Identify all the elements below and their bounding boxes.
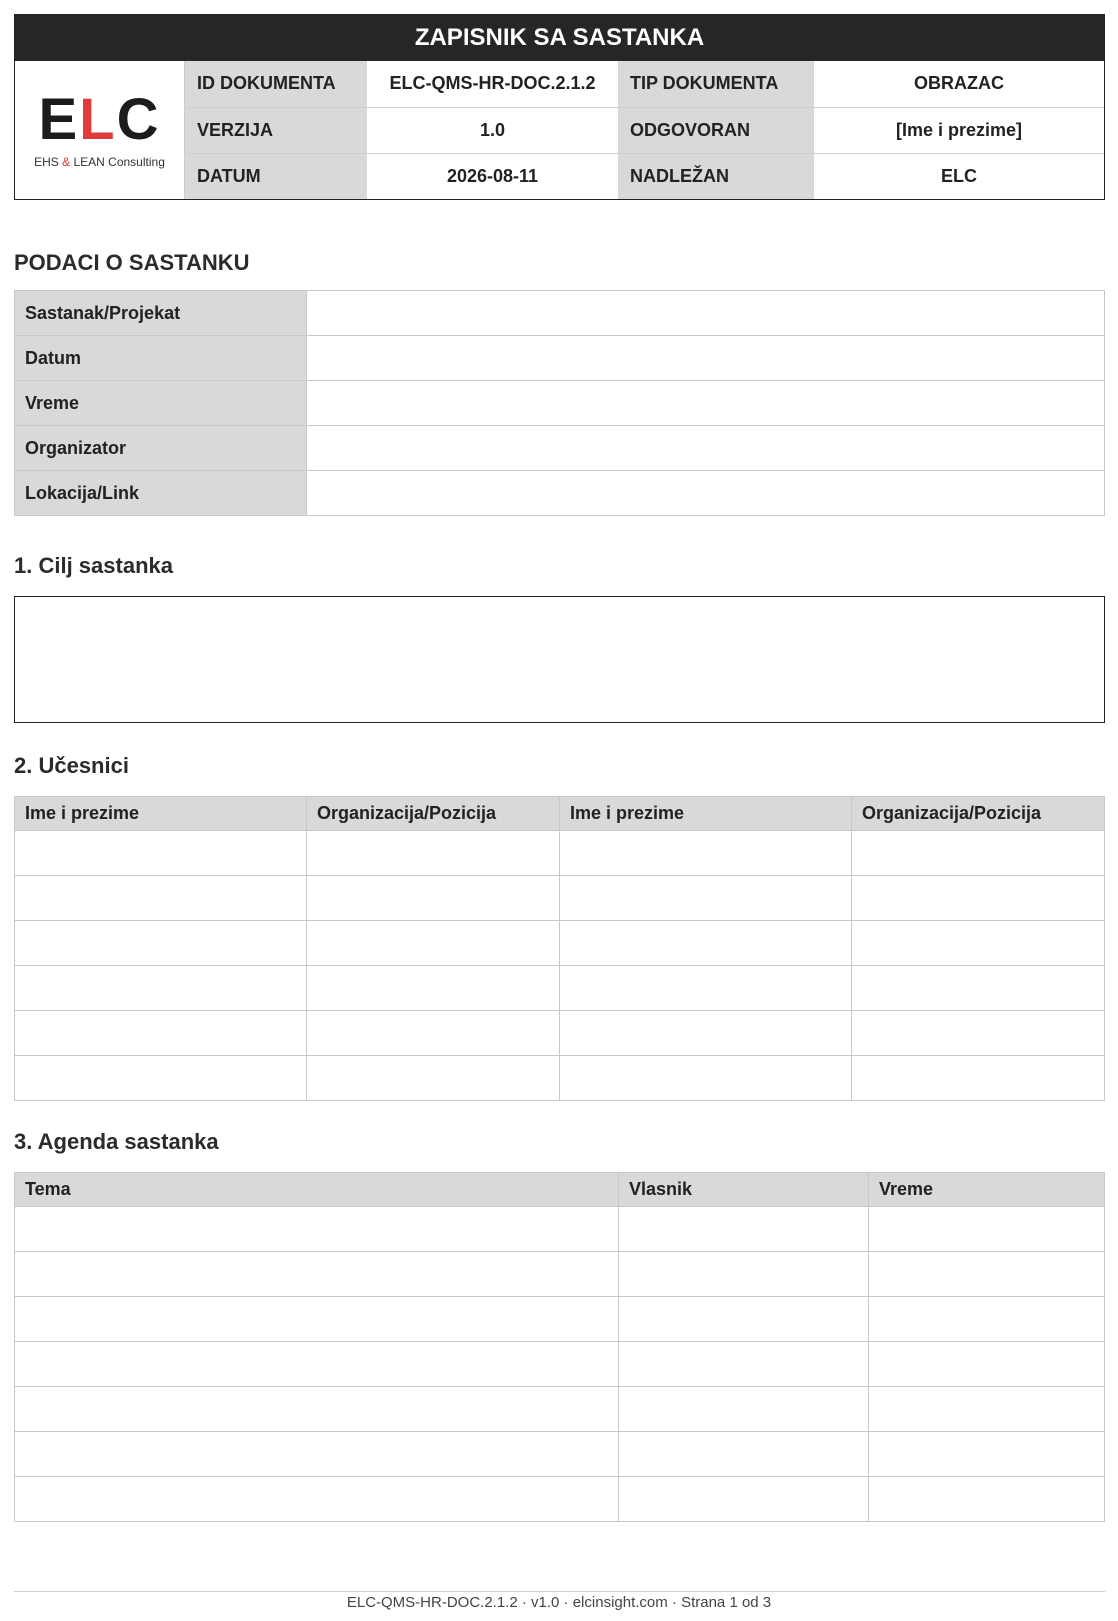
table-cell[interactable]	[307, 1056, 560, 1101]
table-cell[interactable]	[15, 1387, 619, 1432]
info-input[interactable]	[307, 381, 1105, 426]
column-header: Organizacija/Pozicija	[852, 797, 1105, 831]
goal-input-box[interactable]	[14, 596, 1105, 723]
table-cell[interactable]	[15, 1432, 619, 1477]
meta-value: 1.0	[367, 107, 618, 153]
table-cell[interactable]	[852, 1056, 1105, 1101]
meta-row	[185, 107, 1104, 153]
agenda-table	[14, 1172, 1105, 1522]
section-heading-meeting-info: PODACI O SASTANKU	[14, 250, 250, 275]
meta-label: ODGOVORAN	[618, 107, 814, 153]
footer-divider	[14, 1591, 1105, 1592]
meta-label: TIP DOKUMENTA	[618, 61, 814, 107]
info-label: Vreme	[15, 381, 307, 426]
table-cell[interactable]	[619, 1207, 869, 1252]
info-input[interactable]	[307, 291, 1105, 336]
meta-value: ELC	[941, 165, 977, 186]
table-row	[15, 1432, 1105, 1477]
table-cell[interactable]	[307, 921, 560, 966]
company-logo	[15, 61, 185, 199]
table-cell[interactable]	[852, 966, 1105, 1011]
meta-label: DATUM	[185, 153, 367, 199]
table-row	[15, 876, 1105, 921]
meta-row	[185, 153, 1104, 199]
table-row	[15, 966, 1105, 1011]
meta-table	[185, 61, 1104, 199]
table-cell[interactable]	[869, 1207, 1105, 1252]
table-row	[15, 921, 1105, 966]
table-cell[interactable]	[15, 1342, 619, 1387]
meta-value: ELC-QMS-HR-DOC.2.1.2	[367, 61, 618, 107]
info-input[interactable]	[307, 336, 1105, 381]
meeting-info-table	[14, 290, 1105, 516]
table-header-row	[15, 1173, 1105, 1207]
meta-label: NADLEŽAN	[618, 153, 814, 199]
table-cell[interactable]	[869, 1297, 1105, 1342]
table-cell[interactable]	[869, 1387, 1105, 1432]
table-cell[interactable]	[15, 921, 307, 966]
info-row	[15, 426, 1105, 471]
info-label: Organizator	[15, 426, 307, 471]
info-label: Lokacija/Link	[15, 471, 307, 516]
column-header: Ime i prezime	[15, 797, 307, 831]
table-cell[interactable]	[560, 831, 852, 876]
table-row	[15, 1011, 1105, 1056]
column-header: Vlasnik	[619, 1173, 869, 1207]
document-meta	[15, 61, 1104, 199]
table-row	[15, 1252, 1105, 1297]
table-cell[interactable]	[15, 1207, 619, 1252]
table-header-row	[15, 797, 1105, 831]
table-cell[interactable]	[869, 1252, 1105, 1297]
document-header	[14, 14, 1105, 200]
section-heading-agenda: 3. Agenda sastanka	[14, 1129, 219, 1154]
info-label: Sastanak/Projekat	[15, 291, 307, 336]
table-cell[interactable]	[852, 831, 1105, 876]
table-cell[interactable]	[619, 1387, 869, 1432]
table-row	[15, 1056, 1105, 1101]
table-cell[interactable]	[560, 1011, 852, 1056]
table-cell[interactable]	[15, 876, 307, 921]
info-row	[15, 381, 1105, 426]
table-cell[interactable]	[869, 1432, 1105, 1477]
table-cell[interactable]	[307, 966, 560, 1011]
info-input[interactable]	[307, 471, 1105, 516]
table-cell[interactable]	[15, 1011, 307, 1056]
meta-label: VERZIJA	[185, 107, 367, 153]
page-footer: ELC-QMS-HR-DOC.2.1.2 · v1.0 · elcinsight.com · Strana 1 od 3	[346, 1594, 772, 1611]
participants-table	[14, 796, 1105, 1101]
table-cell[interactable]	[15, 831, 307, 876]
table-cell[interactable]	[15, 966, 307, 1011]
document-title: ZAPISNIK SA SASTANKA	[15, 15, 1104, 61]
column-header: Tema	[15, 1173, 619, 1207]
table-row	[15, 1297, 1105, 1342]
table-cell[interactable]	[560, 1056, 852, 1101]
table-cell[interactable]	[852, 1011, 1105, 1056]
table-cell[interactable]	[15, 1056, 307, 1101]
meta-row	[185, 61, 1104, 107]
table-cell[interactable]	[560, 966, 852, 1011]
column-header: Vreme	[869, 1173, 1105, 1207]
table-cell[interactable]	[15, 1252, 619, 1297]
info-row	[15, 471, 1105, 516]
table-cell[interactable]	[852, 921, 1105, 966]
meta-value: 2026-08-11	[446, 165, 539, 186]
table-cell[interactable]	[869, 1342, 1105, 1387]
logo-mark: ELC	[38, 87, 161, 152]
column-header: Ime i prezime	[560, 797, 852, 831]
table-cell[interactable]	[619, 1432, 869, 1477]
table-cell[interactable]	[619, 1477, 869, 1522]
table-cell[interactable]	[307, 831, 560, 876]
section-heading-participants: 2. Učesnici	[14, 753, 129, 778]
meta-value: [Ime i prezime]	[814, 107, 1104, 153]
table-cell[interactable]	[560, 921, 852, 966]
info-row	[15, 336, 1105, 381]
table-cell[interactable]	[852, 876, 1105, 921]
info-row	[15, 291, 1105, 336]
meta-label: ID DOKUMENTA	[185, 61, 367, 107]
table-cell[interactable]	[307, 1011, 560, 1056]
table-cell[interactable]	[15, 1297, 619, 1342]
table-cell[interactable]	[619, 1342, 869, 1387]
table-cell[interactable]	[619, 1297, 869, 1342]
column-header: Organizacija/Pozicija	[307, 797, 560, 831]
table-cell[interactable]	[560, 876, 852, 921]
meta-value: OBRAZAC	[814, 61, 1104, 107]
table-row	[15, 1477, 1105, 1522]
table-row	[15, 831, 1105, 876]
info-label: Datum	[15, 336, 307, 381]
logo-tagline: EHS & LEAN Consulting	[34, 155, 165, 169]
table-cell[interactable]	[307, 876, 560, 921]
section-heading-goal: 1. Cilj sastanka	[14, 553, 173, 578]
table-cell[interactable]	[869, 1477, 1105, 1522]
table-row	[15, 1342, 1105, 1387]
table-row	[15, 1387, 1105, 1432]
table-cell[interactable]	[619, 1252, 869, 1297]
table-row	[15, 1207, 1105, 1252]
info-input[interactable]	[307, 426, 1105, 471]
table-cell[interactable]	[15, 1477, 619, 1522]
